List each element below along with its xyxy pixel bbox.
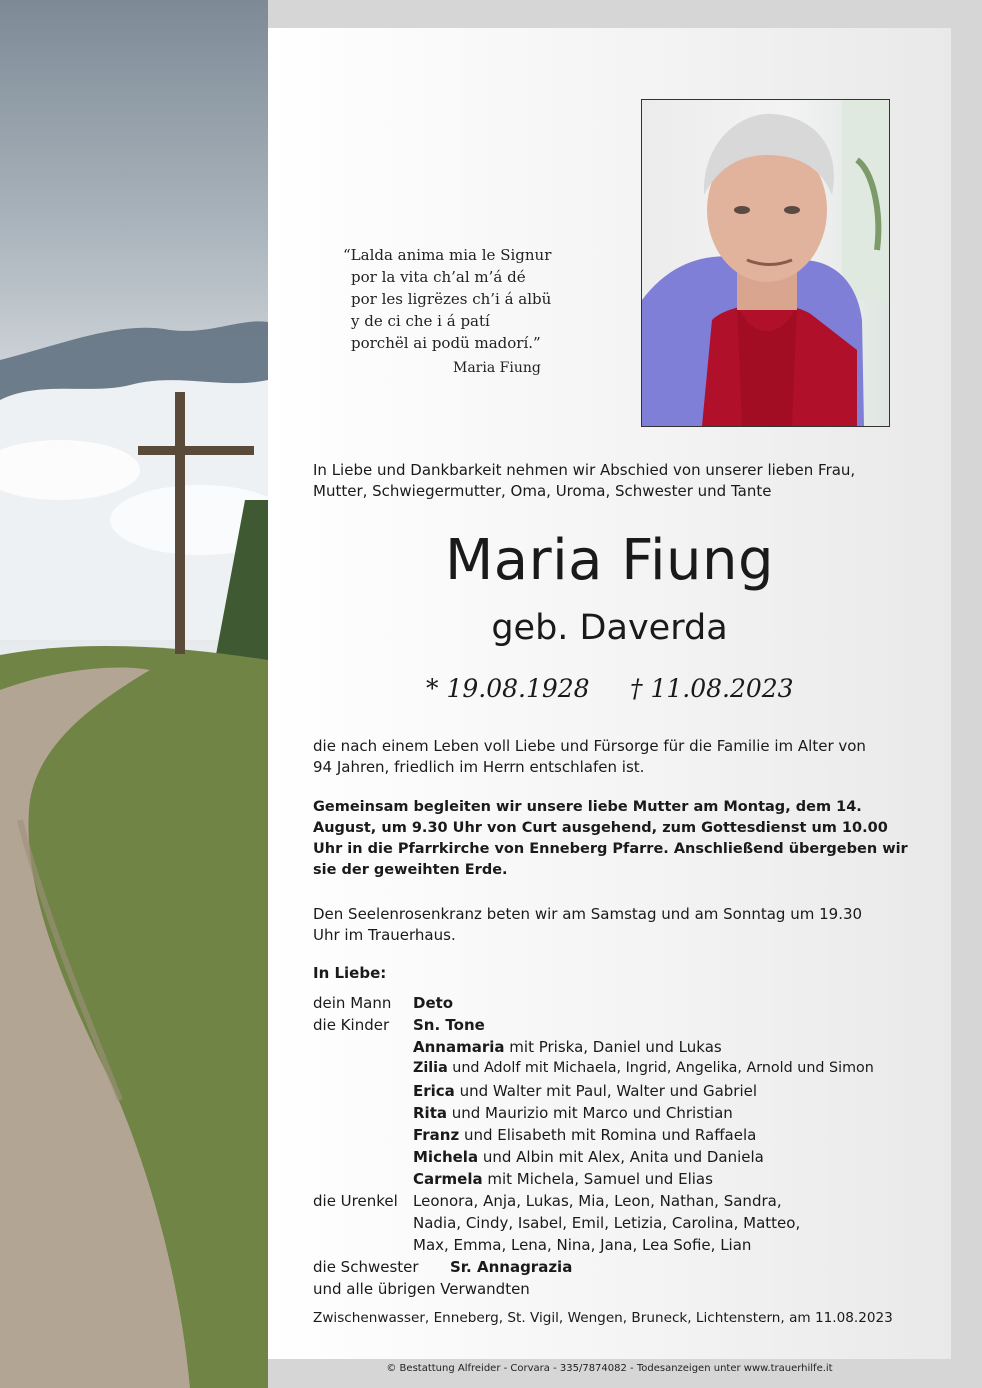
intro-text xyxy=(313,460,855,502)
elderly-woman-portrait-photo xyxy=(641,99,890,427)
places-date: Zwischenwasser, Enneberg, St. Vigil, Wengen, Bruneck, Lichtenstern, am 11.08.2023 xyxy=(313,1310,893,1326)
quote-block xyxy=(343,244,551,379)
child-name: Zilia xyxy=(413,1060,448,1076)
child-entry xyxy=(413,1148,764,1166)
funeral-line: Uhr in die Pfarrkirche von Enneberg Pfarre. Anschließend übergeben wir xyxy=(313,841,908,857)
quote-author: Maria Fiung xyxy=(453,360,541,376)
role-label: die Kinder xyxy=(313,1016,390,1034)
child-entry xyxy=(413,1060,874,1076)
husband-name: Deto xyxy=(413,994,454,1012)
sister-name: Sr. Annagrazia xyxy=(450,1258,573,1276)
child-entry xyxy=(413,1170,713,1188)
greatgrand-line: Nadia, Cindy, Isabel, Emil, Letizia, Carolina, Matteo, xyxy=(413,1214,801,1232)
quote-line: porchël ai podü madorí.” xyxy=(351,334,541,352)
rosary-line: Uhr im Trauerhaus. xyxy=(313,926,456,944)
greatgrand-line: Max, Emma, Lena, Nina, Jana, Lea Sofie, Lian xyxy=(413,1236,752,1254)
other-relatives: und alle übrigen Verwandten xyxy=(313,1280,530,1298)
footer-credit: © Bestattung Alfreider - Corvara - 335/7874082 - Todesanzeigen unter www.trauerhilfe.it xyxy=(386,1363,833,1374)
role-label: die Urenkel xyxy=(313,1192,398,1210)
child-entry xyxy=(413,1126,756,1144)
passing-text xyxy=(313,736,866,778)
child-name: Annamaria xyxy=(413,1038,505,1056)
passing-line: 94 Jahren, friedlich im Herrn entschlafen ist. xyxy=(313,758,645,776)
passing-line: die nach einem Leben voll Liebe und Fürsorge für die Familie im Alter von xyxy=(313,737,866,755)
child-name: Sn. Tone xyxy=(413,1016,485,1034)
child-entry xyxy=(413,1038,722,1056)
quote-line: por les ligrëzes ch’i á albü xyxy=(351,290,552,308)
role-label: dein Mann xyxy=(313,994,392,1012)
rosary-line: Den Seelenrosenkranz beten wir am Samstag und am Sonntag um 19.30 xyxy=(313,905,863,923)
cross-on-mountain-path-photo xyxy=(0,0,268,1388)
child-entry xyxy=(413,1082,757,1100)
child-name: Rita xyxy=(413,1104,447,1122)
child-name: Franz xyxy=(413,1126,460,1144)
maiden-name: geb. Daverda xyxy=(491,608,728,648)
mourners-heading: In Liebe: xyxy=(313,964,387,982)
birth-date: * 19.08.1928 xyxy=(426,674,590,703)
child-name: Michela xyxy=(413,1148,479,1166)
child-family: und Elisabeth mit Romina und Raffaela xyxy=(459,1126,757,1144)
quote-line: por la vita ch’al m’á dé xyxy=(351,268,526,286)
quote-line: “Lalda anima mia le Signur xyxy=(343,246,552,264)
greatgrand-line: Leonora, Anja, Lukas, Mia, Leon, Nathan, Sandra, xyxy=(413,1192,782,1210)
landscape-illustration xyxy=(0,0,268,1388)
deceased-name: Maria Fiung xyxy=(444,528,775,593)
role-label: die Schwester xyxy=(313,1258,419,1276)
portrait-illustration xyxy=(642,100,889,426)
funeral-line: Gemeinsam begleiten wir unsere liebe Mutter am Montag, dem 14. xyxy=(313,799,862,815)
rosary-text xyxy=(313,904,862,946)
intro-line: In Liebe und Dankbarkeit nehmen wir Abschied von unserer lieben Frau, xyxy=(313,461,856,479)
child-entry xyxy=(413,1016,485,1034)
child-name: Erica xyxy=(413,1082,455,1100)
child-family: und Walter mit Paul, Walter und Gabriel xyxy=(454,1082,758,1100)
child-family: und Maurizio mit Marco und Christian xyxy=(446,1104,733,1122)
death-date: † 11.08.2023 xyxy=(630,674,794,703)
child-family: und Albin mit Alex, Anita und Daniela xyxy=(478,1148,764,1166)
obituary-card xyxy=(268,28,951,1359)
funeral-text xyxy=(313,797,908,881)
quote-line: y de ci che i á patí xyxy=(351,312,490,330)
funeral-line: August, um 9.30 Uhr von Curt ausgehend, zum Gottesdienst um 10.00 xyxy=(313,820,888,836)
child-family: und Adolf mit Michaela, Ingrid, Angelika, Arnold und Simon xyxy=(447,1060,874,1076)
child-entry xyxy=(413,1104,733,1122)
child-family: mit Michela, Samuel und Elias xyxy=(482,1170,713,1188)
child-name: Carmela xyxy=(413,1170,483,1188)
intro-line: Mutter, Schwiegermutter, Oma, Uroma, Schwester und Tante xyxy=(313,482,772,500)
funeral-line: sie der geweihten Erde. xyxy=(313,862,508,878)
child-family: mit Priska, Daniel und Lukas xyxy=(504,1038,722,1056)
